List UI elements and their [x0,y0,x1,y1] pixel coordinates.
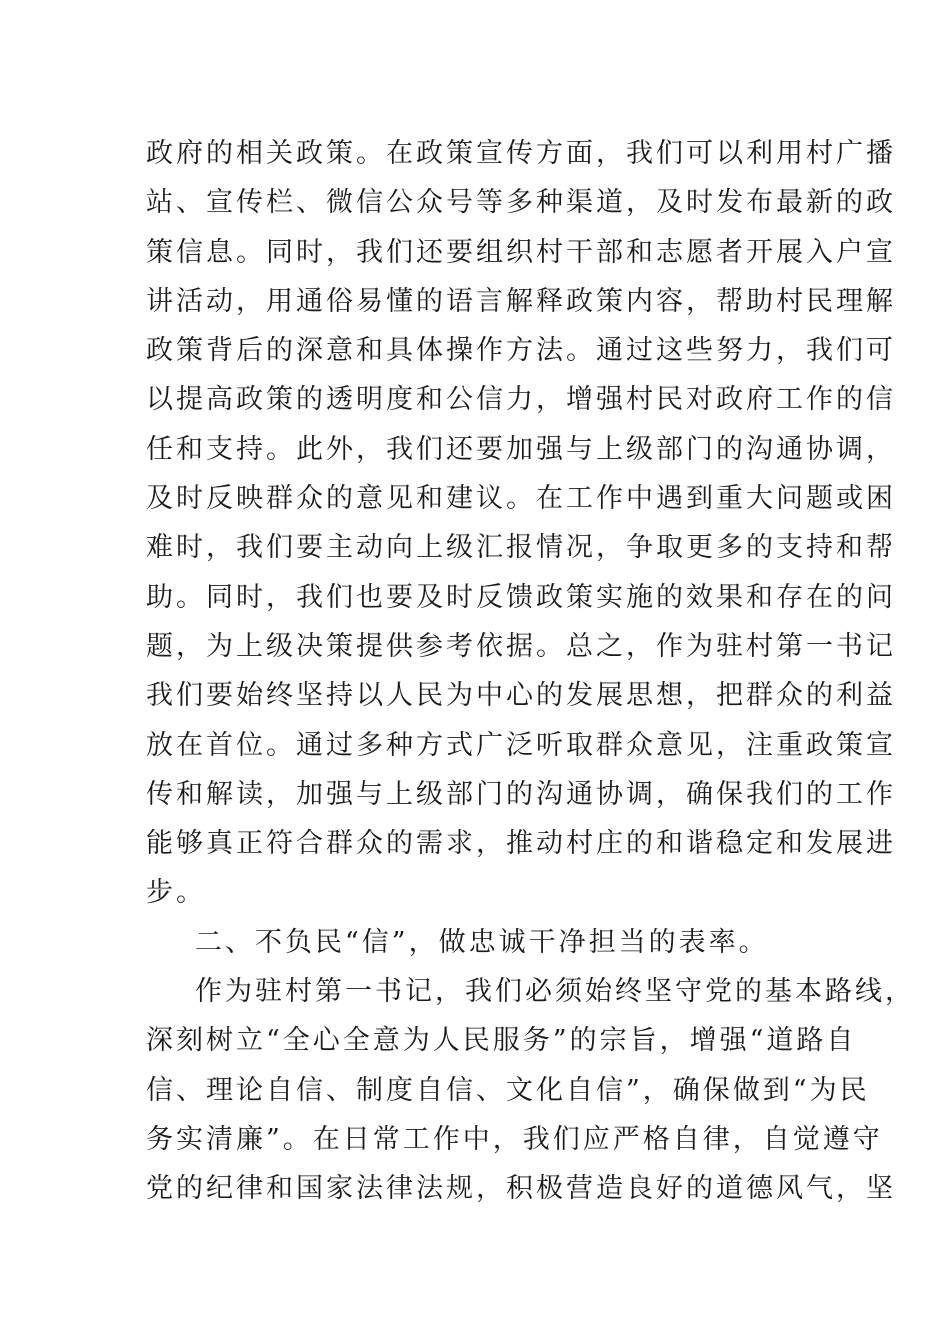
text-line: 以提高政策的透明度和公信力，增强村民对政府工作的信 [146,384,896,416]
section-heading: 二、不负民“信”，做忠诚干净担当的表率。 [195,926,769,958]
text-line: 题，为上级决策提供参考依据。总之，作为驻村第一书记 [146,630,896,662]
text-line: 讲活动，用通俗易懂的语言解释政策内容，帮助村民理解 [146,285,896,317]
text-line: 及时反映群众的意见和建议。在工作中遇到重大问题或困 [146,483,896,515]
text-line: 难时，我们要主动向上级汇报情况，争取更多的支持和帮 [146,532,896,564]
text-line: 党的纪律和国家法律法规，积极营造良好的道德风气，坚 [146,1173,896,1205]
text-line: 政府的相关政策。在政策宣传方面，我们可以利用村广播 [146,138,896,169]
text-line: 深刻树立“全心全意为人民服务”的宗旨，增强“道路自 [146,1025,857,1057]
body-text [146,129,915,1214]
text-line: 能够真正符合群众的需求，推动村庄的和谐稳定和发展进 [146,828,896,860]
text-line: 助。同时，我们也要及时反馈政策实施的效果和存在的问 [146,581,896,613]
text-line: 策信息。同时，我们还要组织村干部和志愿者开展入户宣 [146,236,896,268]
text-line: 任和支持。此外，我们还要加强与上级部门的沟通协调， [146,433,896,465]
text-line: 放在首位。通过多种方式广泛听取群众意见，注重政策宣 [146,729,896,761]
text-line: 作为驻村第一书记，我们必须始终坚守党的基本路线， [195,976,915,1008]
text-line: 步。 [146,877,206,909]
text-line: 站、宣传栏、微信公众号等多种渠道，及时发布最新的政 [146,187,896,219]
text-line: 政策背后的深意和具体操作方法。通过这些努力，我们可 [146,335,896,367]
text-line: 我们要始终坚持以人民为中心的发展思想，把群众的利益 [146,680,896,712]
text-line: 信、理论自信、制度自信、文化自信”，确保做到“为民 [146,1074,870,1106]
text-line: 传和解读，加强与上级部门的沟通协调，确保我们的工作 [146,778,896,810]
text-line: 务实清廉”。在日常工作中，我们应严格自律，自觉遵守 [146,1123,883,1155]
